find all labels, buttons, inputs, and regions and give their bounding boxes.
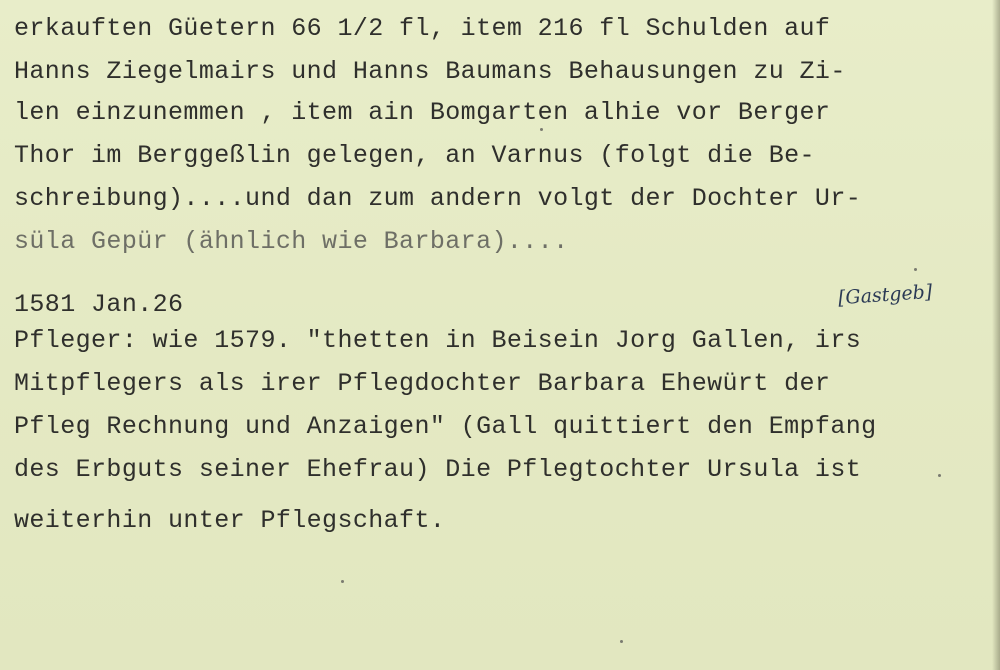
paper-speck (620, 640, 623, 643)
text-line: erkauften Güetern 66 1/2 fl, item 216 fl Schulden auf (14, 14, 831, 43)
paper-speck (341, 580, 344, 583)
text-line: Pfleg Rechnung und Anzaigen" (Gall quittiert den Empfang (14, 412, 877, 441)
handwritten-annotation: [Gastgeb] (837, 280, 933, 310)
text-line: Pfleger: wie 1579. "thetten in Beisein Jorg Gallen, irs (14, 326, 862, 355)
text-line: weiterhin unter Pflegschaft. (14, 506, 446, 535)
text-line: Mitpflegers als irer Pflegdochter Barbara Ehewürt der (14, 369, 831, 398)
text-line: süla Gepür (ähnlich wie Barbara).... (14, 227, 569, 256)
card-edge-shadow (992, 0, 1000, 670)
paper-speck (914, 268, 917, 271)
text-line: Thor im Berggeßlin gelegen, an Varnus (folgt die Be- (14, 141, 815, 170)
text-line: schreibung)....und dan zum andern volgt der Dochter Ur- (14, 184, 862, 213)
text-line: Hanns Ziegelmairs und Hanns Baumans Behausungen zu Zi- (14, 57, 846, 86)
text-line: len einzunemmen , item ain Bomgarten alhie vor Berger (14, 98, 831, 127)
paper-speck (540, 128, 543, 131)
paper-speck (938, 474, 941, 477)
text-line: des Erbguts seiner Ehefrau) Die Pflegtochter Ursula ist (14, 455, 862, 484)
entry-date: 1581 Jan.26 (14, 290, 184, 319)
